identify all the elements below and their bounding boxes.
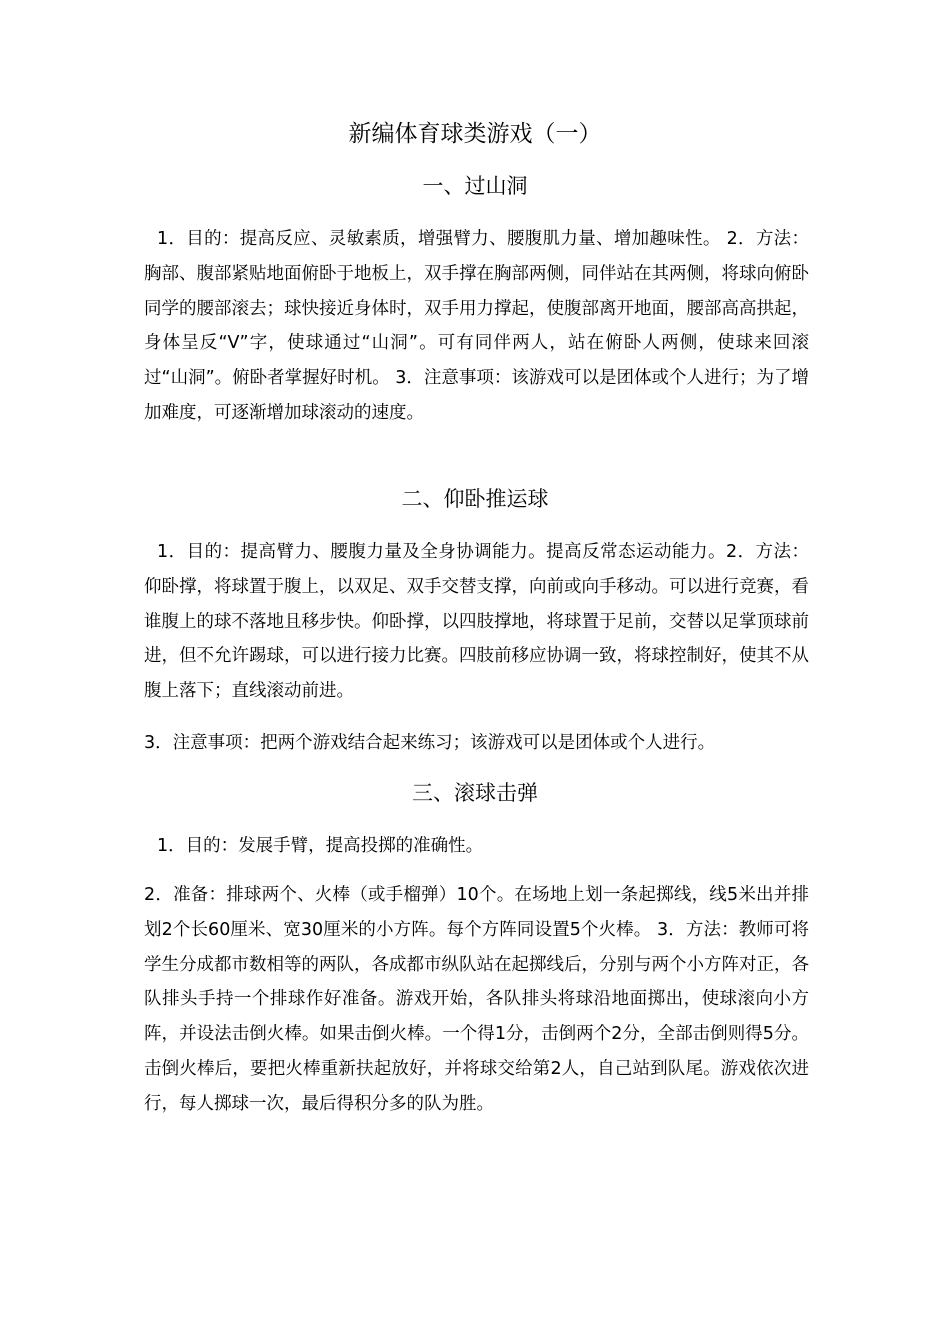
section-heading-1: 一、过山洞	[422, 174, 528, 198]
section-2-paragraph-2: 3．注意事项：把两个游戏结合起来练习；该游戏可以是团体或个人进行。	[144, 733, 716, 753]
section-1-paragraph-1: 1．目的：提高反应、灵敏素质，增强臂力、腰腹肌力量、增加趣味性。 2．方法：胸部、腹部紧贴地面俯卧于地板上，双手撑在胸部两侧，同伴站在其两侧，将球向俯卧同学的腰部滚去；球快接近身体时，双手用力撑起，使腹部离开地面，腰部高高拱起，身体呈反“V”字，使球通过“山洞”。可有同伴两人，站在俯卧人两侧，使球来回滚过“山洞”。俯卧者掌握好时机。 3．注意事项：该游戏可以是团体或个人进行；为了增加难度，可逐渐增加球滚动的速度。	[144, 229, 809, 423]
section-heading-2: 二、仰卧推运球	[401, 487, 549, 511]
section-2-paragraph-1: 1．目的：提高臂力、腰腹力量及全身协调能力。提高反常态运动能力。2．方法：仰卧撑，将球置于腹上，以双足、双手交替支撑，向前或向手移动。可以进行竞赛，看谁腹上的球不落地且移步快。仰卧撑，以四肢撑地，将球置于足前，交替以足掌顶球前进，但不允许踢球，可以进行接力比赛。四肢前移应协调一致，将球控制好，使其不从腹上落下；直线滚动前进。	[144, 542, 809, 702]
document-title: 新编体育球类游戏（一）	[348, 121, 602, 147]
section-3-paragraph-2: 2．准备：排球两个、火棒（或手榴弹）10个。在场地上划一条起掷线，线5米出并排划2个长60厘米、宽30厘米的小方阵。每个方阵同设置5个火棒。 3．方法：教师可将学生分成都市数相等的两队，各成都市纵队站在起掷线后，分别与两个小方阵对正，各队排头手持一个排球作好准备。游戏开始，各队排头将球沿地面掷出，使球滚向小方阵，并设法击倒火棒。如果击倒火棒。一个得1分，击倒两个2分，全部击倒则得5分。击倒火棒后，要把火棒重新扶起放好，并将球交给第2人，自己站到队尾。游戏依次进行，每人掷球一次，最后得积分多的队为胜。	[144, 885, 809, 1114]
section-heading-3: 三、滚球击弹	[412, 781, 538, 805]
section-3-paragraph-1: 1．目的：发展手臂，提高投掷的准确性。	[157, 836, 484, 856]
